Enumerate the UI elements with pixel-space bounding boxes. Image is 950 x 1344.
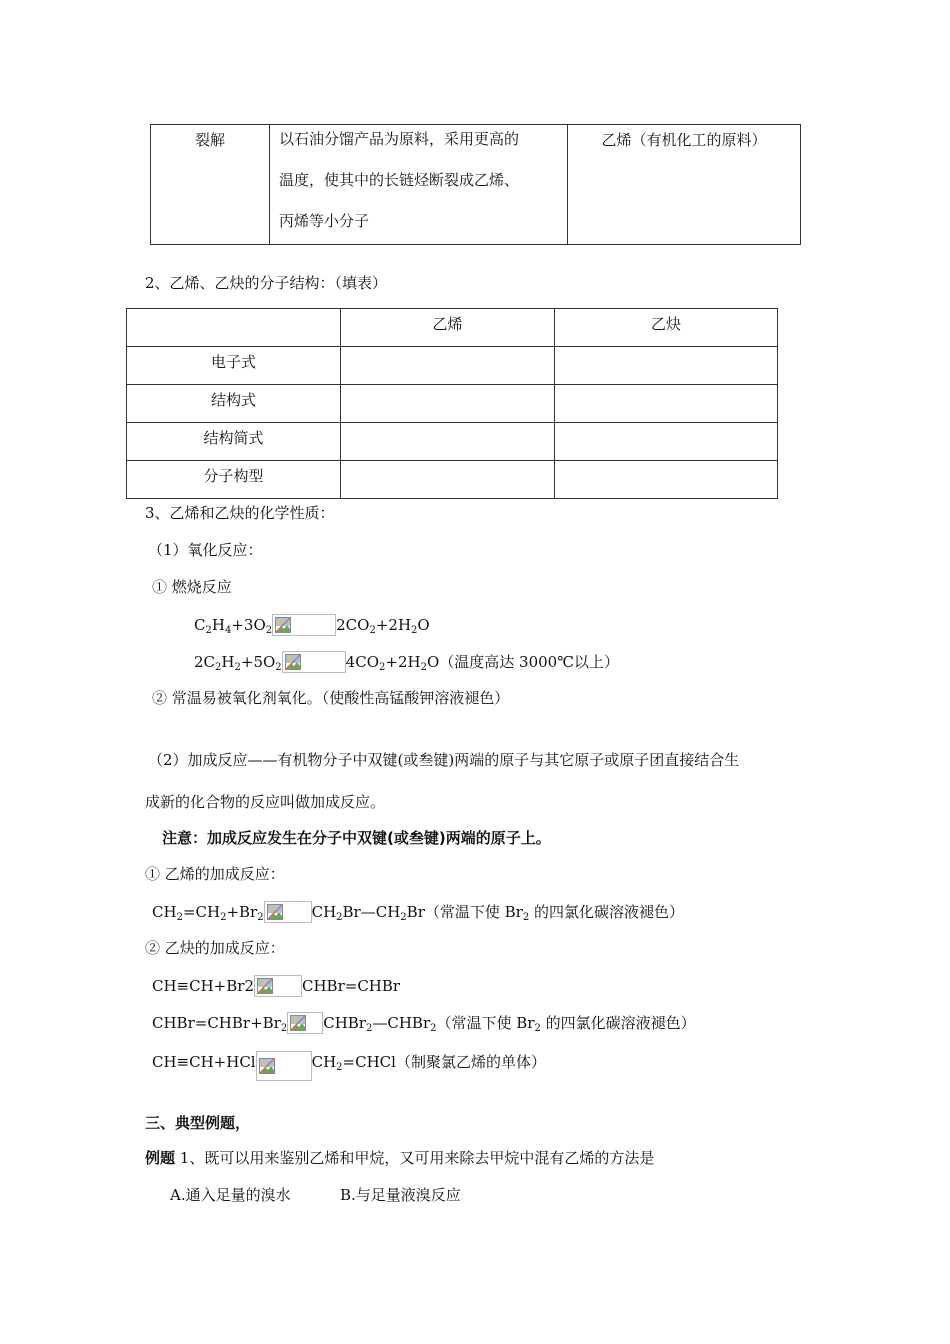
fill-cell[interactable]: [341, 385, 555, 423]
fill-cell[interactable]: [341, 347, 555, 385]
ethene-addition-heading: ① 乙烯的加成反应：: [145, 865, 285, 883]
broken-image-icon: [267, 904, 283, 920]
equation-note: （制聚氯乙烯的单体）: [395, 1053, 546, 1071]
equation-ethene-bromine: $CH_2=CH_2+Br_2$ $CH_2Br—CH_2Br$（常温下使 $Br_2$ 的四氯化碳溶液褪色）: [152, 903, 684, 923]
fill-cell[interactable]: [555, 461, 778, 499]
addition-note: 注意：加成反应发生在分子中双键(或叁键)两端的原子上。: [162, 829, 551, 847]
equation-ethyne-hcl: CH≡CH+HCl $CH_2=CHCl$（制聚氯乙烯的单体）: [152, 1051, 546, 1081]
oxidation-heading: （1）氧化反应：: [148, 541, 263, 559]
fill-cell[interactable]: [341, 461, 555, 499]
missing-arrow-image: [256, 1051, 312, 1081]
section-three-title: 三、典型例题，: [145, 1114, 251, 1132]
broken-image-icon: [290, 1015, 306, 1031]
ethyne-addition-heading: ② 乙炔的加成反应：: [145, 939, 285, 957]
example-label: 例题: [145, 1149, 176, 1167]
equation-left: CH≡CH+HCl: [152, 1053, 256, 1071]
option-b[interactable]: B.与足量液溴反应: [340, 1186, 461, 1204]
fill-cell[interactable]: [555, 347, 778, 385]
section-2-title: 2、乙烯、乙炔的分子结构：（填表）: [145, 274, 388, 292]
example-question: 1、既可以用来鉴别乙烯和甲烷，又可用来除去甲烷中混有乙烯的方法是: [175, 1149, 655, 1167]
equation-ethyne-bromine-2: $CHBr=CHBr+Br_2$ CHBr$_2$—CHBr$_2$（常温下使 $Br_2$ 的四氯化碳溶液褪色）: [152, 1014, 696, 1034]
header-cell-ethyne: 乙炔: [555, 309, 778, 347]
description-line: 以石油分馏产品为原料，采用更高的: [279, 130, 520, 148]
process-description-cell: [270, 125, 568, 245]
broken-image-icon: [285, 654, 301, 670]
description-line: 温度，使其中的长链烃断裂成乙烯、: [279, 171, 520, 189]
example-1: [145, 1148, 654, 1168]
fill-cell[interactable]: [555, 423, 778, 461]
equation-left: CH≡CH+Br2: [152, 977, 254, 995]
fill-cell[interactable]: [555, 385, 778, 423]
missing-arrow-image: [264, 901, 312, 923]
missing-arrow-image: [254, 975, 302, 997]
missing-arrow-image: [272, 614, 336, 636]
fill-cell[interactable]: [341, 423, 555, 461]
row-label-condensed-formula: 结构简式: [127, 423, 341, 461]
combustion-heading: ① 燃烧反应: [152, 578, 232, 596]
broken-image-icon: [259, 1058, 275, 1074]
row-label-structural-formula: 结构式: [127, 385, 341, 423]
oxidant-oxidation-item: ② 常温易被氧化剂氧化。（使酸性高锰酸钾溶液褪色）: [152, 689, 510, 707]
equation-ethyne-bromine-1: [152, 975, 400, 997]
missing-arrow-image: [287, 1012, 323, 1034]
addition-definition-line1: （2）加成反应——有机物分子中双键(或叁键)两端的原子与其它原子或原子团直接结合生: [148, 751, 740, 769]
missing-arrow-image: [282, 651, 346, 673]
product-cell: 乙烯（有机化工的原料）: [568, 125, 801, 245]
description-line: 丙烯等小分子: [279, 212, 370, 230]
section-3-title: 3、乙烯和乙炔的化学性质：: [145, 504, 335, 522]
equation-note: （温度高达 3000℃以上）: [439, 653, 619, 671]
equation-ethyne-combustion: $2C_2H_2+5O_2$ $4CO_2+2H_2O$（温度高达 3000℃以上）: [194, 653, 619, 673]
cracking-table: [150, 124, 801, 245]
equation-right: CHBr=CHBr: [302, 977, 401, 995]
row-label-electron-formula: 电子式: [127, 347, 341, 385]
broken-image-icon: [257, 978, 273, 994]
option-a[interactable]: A.通入足量的溴水: [170, 1186, 291, 1204]
process-name-cell: 裂解: [151, 125, 270, 245]
header-cell-ethene: 乙烯: [341, 309, 555, 347]
broken-image-icon: [275, 617, 291, 633]
header-cell-empty: [127, 309, 341, 347]
row-label-molecular-shape: 分子构型: [127, 461, 341, 499]
equation-ethene-combustion: $C_2H_4+3O_2$ $2CO_2+2H_2O$: [194, 616, 430, 636]
structure-fill-table: [126, 308, 778, 499]
addition-definition-line2: 成新的化合物的反应叫做加成反应。: [145, 793, 386, 811]
